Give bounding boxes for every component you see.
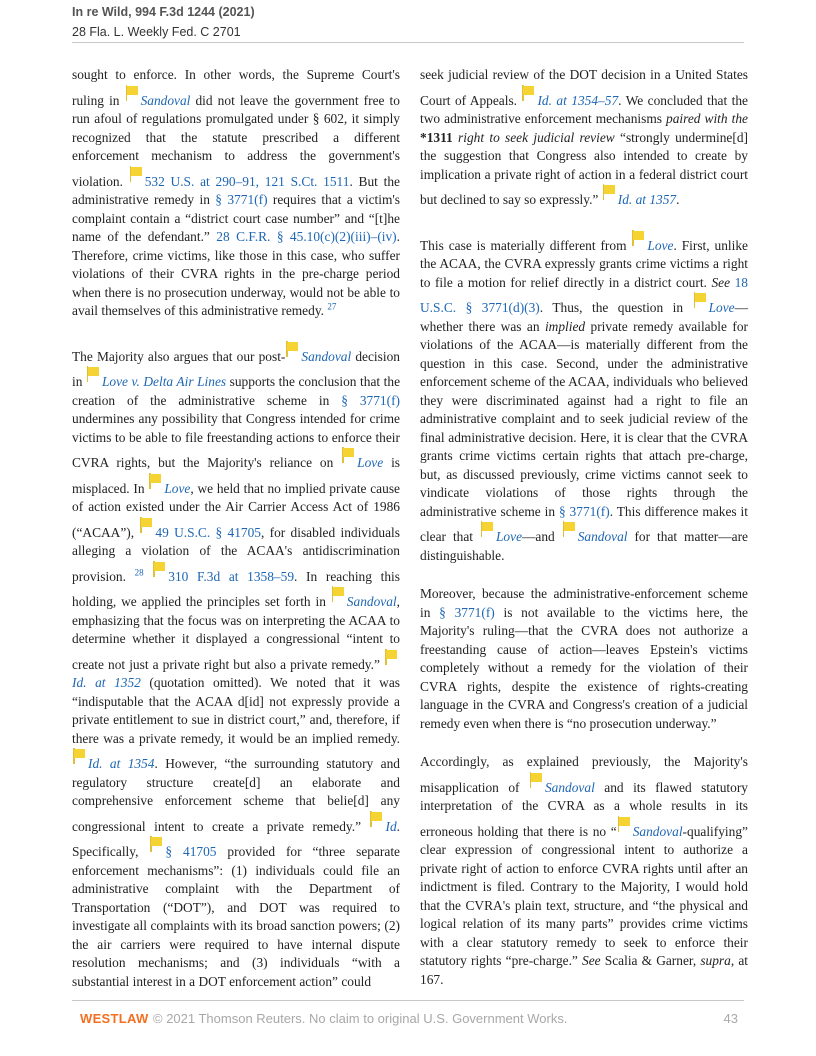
header-divider bbox=[72, 42, 744, 43]
text: paired with the bbox=[666, 111, 748, 126]
keycite-flag-icon[interactable] bbox=[72, 748, 86, 764]
text: “strongly undermine[d] the suggestion that Congress also intended to create by implication a private right of action in a federal district court but declined to say so expressly.” bbox=[420, 129, 748, 207]
statute-link[interactable]: § 3771(f) bbox=[439, 604, 495, 620]
text: supra bbox=[700, 953, 731, 968]
case-link[interactable]: Love bbox=[708, 300, 735, 315]
text: See bbox=[711, 274, 731, 290]
paragraph bbox=[420, 66, 748, 210]
case-link[interactable]: Sandoval bbox=[577, 529, 628, 544]
text: . Therefore, crime victims, like those in this case, who suffer violations of their CVRA rights in the pre-charge period when there is no prosecution underway, would not be able to avail themselves of this administrative remedy. bbox=[72, 229, 401, 318]
keycite-flag-icon[interactable] bbox=[562, 521, 576, 537]
paragraph bbox=[72, 66, 400, 321]
text: is not available to the victims here, the Majority's ruling—that the CVRA does not authorize a freestanding cause of action—leaves Epstein's victims completely without a remedy for the violation of their CVRA rights, despite the existence of rights-creating language in the CVRA and Congress's creation of a judicial remedy even when there is “no prosecution underway.” bbox=[420, 604, 749, 731]
footer-divider bbox=[72, 1000, 744, 1001]
text: , we held that no implied private cause of action existed under the Air Carrier Access Act of 1986 (“ACAA”), bbox=[72, 480, 400, 540]
text: , emphasizing that the focus was on interpreting the ACAA to determine whether it displayed a congressional “intent to create not just a private right but also a private remedy.” bbox=[72, 594, 400, 672]
text: requires that a victim's complaint contain a “district court case number” and “[t]he name of the defendant.” bbox=[72, 192, 401, 244]
keycite-flag-icon[interactable] bbox=[480, 521, 494, 537]
footnote-link[interactable]: 28 bbox=[134, 567, 144, 578]
text: . In reaching this holding, we applied the principles set forth in bbox=[72, 568, 400, 609]
case-link[interactable]: Sandoval bbox=[301, 348, 352, 364]
keycite-flag-icon[interactable] bbox=[149, 836, 163, 852]
text: . However, “the surrounding statutory and regulatory structure create[d] an elaborate and comprehensive enforcement scheme that belie[d] any congressional intent to create a private remedy.” bbox=[72, 756, 400, 834]
keycite-flag-icon[interactable] bbox=[139, 517, 153, 533]
text: . Specifically, bbox=[72, 818, 400, 859]
citation-link[interactable]: Id. at 1354 bbox=[88, 756, 155, 771]
document-citation: 28 Fla. L. Weekly Fed. C 2701 bbox=[72, 25, 241, 39]
case-link[interactable]: Sandoval bbox=[632, 823, 683, 839]
text: . But the administrative remedy in bbox=[72, 173, 400, 207]
keycite-flag-icon[interactable] bbox=[617, 816, 631, 832]
text: decision in bbox=[72, 348, 400, 389]
keycite-flag-icon[interactable] bbox=[125, 85, 139, 101]
keycite-flag-icon[interactable] bbox=[331, 586, 345, 602]
statute-link[interactable]: 18 U.S.C. § 3771(d)(3) bbox=[420, 274, 748, 315]
document-title: In re Wild, 994 F.3d 1244 (2021) bbox=[72, 5, 255, 19]
case-link[interactable]: Love v. Delta Air Lines bbox=[101, 374, 227, 389]
keycite-flag-icon[interactable] bbox=[129, 166, 143, 182]
paragraph bbox=[420, 230, 748, 566]
citation-link[interactable]: Id bbox=[385, 818, 397, 834]
text: implied bbox=[544, 318, 586, 334]
paragraph bbox=[72, 341, 400, 992]
star-page-marker: *1311 bbox=[420, 129, 453, 145]
text: —whether there was an bbox=[420, 300, 748, 334]
citation-link[interactable]: 532 U.S. at 290–91, 121 S.Ct. 1511 bbox=[144, 173, 350, 189]
keycite-flag-icon[interactable] bbox=[285, 341, 299, 357]
text: The Majority also argues that our post- bbox=[72, 348, 286, 364]
text: is misplaced. In bbox=[72, 455, 400, 496]
keycite-flag-icon[interactable] bbox=[521, 85, 535, 101]
statute-link[interactable]: § 3771(f) bbox=[215, 192, 268, 207]
case-link[interactable]: Love bbox=[357, 455, 384, 470]
text: Accordingly, as explained previously, the Majority's misapplication of bbox=[420, 754, 748, 795]
footnote-link[interactable]: 27 bbox=[327, 301, 337, 312]
text: right to seek judicial review bbox=[458, 129, 615, 145]
statute-link[interactable]: § 3771(f) bbox=[558, 503, 610, 519]
text: —and bbox=[522, 529, 562, 544]
case-link[interactable]: Sandoval bbox=[346, 594, 397, 609]
keycite-flag-icon[interactable] bbox=[86, 366, 100, 382]
text: did not leave the government free to run afoul of regulations promulgated under § 602, it simply recognized that the statute prescribed a different enforcement mechanism to address the government's violation. bbox=[72, 92, 400, 189]
text: See bbox=[582, 953, 601, 968]
text: undermines any possibility that Congress intended for crime victims to be able to file freestanding actions to enforce their CVRA rights, but the Majority's reliance on bbox=[72, 411, 400, 470]
text: . Thus, the question in bbox=[539, 300, 693, 315]
citation-link[interactable]: Id. at 1357 bbox=[617, 192, 677, 207]
text: private remedy available for violations of the ACAA—is materially different from the question in this case. Second, under the administrative enforcement scheme of the ACAA, individuals who believed they were discriminated against had a right to file an administrative complaint and to seek judicial review of the final administrative decision. Here, it is clear that the CVRA grants crime victims certain rights that attach pre-charge, but, as discussed previously, crime victims cannot seek to vindicate violations of those rights through the administrative scheme in bbox=[420, 318, 748, 519]
statute-link[interactable]: 49 U.S.C. § 41705 bbox=[155, 524, 261, 540]
text: sought to enforce. In other words, the Supreme Court's ruling in bbox=[72, 67, 400, 108]
right-column bbox=[420, 66, 748, 1009]
keycite-flag-icon[interactable] bbox=[693, 292, 707, 308]
text: -qualifying” clear expression of congressional intent to authorize a private right of action to enforce CVRA rights until after an indictment is filed. Contrary to the Majority, I would hold that the CVRA's plain text, structure, and “the physical and logical relation of its many parts” provides crime victims with a clear statutory remedy to seek to enforce their statutory rights “pre-charge.” bbox=[420, 823, 748, 968]
text: , at 167. bbox=[420, 953, 748, 987]
text: . This difference makes it clear that bbox=[420, 503, 748, 544]
paragraph bbox=[420, 753, 748, 989]
text: , for disabled individuals alleging a violation of the ACAA's antidiscrimination provision. bbox=[72, 524, 400, 584]
text: This case is materially different from bbox=[420, 237, 632, 253]
westlaw-logo: WESTLAW bbox=[80, 1011, 149, 1026]
case-link[interactable]: Love bbox=[164, 480, 191, 496]
text: supports the conclusion that the creation of the administrative scheme in bbox=[72, 374, 401, 408]
keycite-flag-icon[interactable] bbox=[602, 184, 616, 200]
citation-link[interactable]: Id. at 1354–57 bbox=[537, 92, 619, 108]
text: . bbox=[676, 192, 680, 207]
keycite-flag-icon[interactable] bbox=[369, 811, 383, 827]
text: (quotation omitted). We noted that it was “indisputable that the ACAA d[id] not expressly provide a private entitlement to sue in district court,” and, therefore, if there was a private remedy, it would be an implied remedy. bbox=[72, 675, 400, 746]
keycite-flag-icon[interactable] bbox=[529, 772, 543, 788]
text: and its flawed statutory interpretation of the CVRA as a whole results in its erroneous holding that there is no “ bbox=[420, 779, 748, 839]
text: . First, unlike the ACAA, the CVRA expressly grants crime victims a right to file a motion for relief directly in a district court. bbox=[420, 237, 749, 290]
case-link[interactable]: Sandoval bbox=[544, 779, 595, 795]
keycite-flag-icon[interactable] bbox=[384, 649, 398, 665]
text: for that matter—are distinguishable. bbox=[420, 529, 748, 563]
regulation-link[interactable]: 28 C.F.R. § 45.10(c)(2)(iii)–(iv) bbox=[216, 229, 397, 244]
paragraph bbox=[420, 585, 748, 733]
text: Scalia & Garner, bbox=[600, 953, 701, 968]
text: . We concluded that the two administrative enforcement mechanisms bbox=[420, 92, 748, 126]
case-link[interactable]: Love bbox=[495, 529, 523, 544]
statute-link[interactable]: § 3771(f) bbox=[341, 392, 400, 408]
keycite-flag-icon[interactable] bbox=[341, 447, 355, 463]
keycite-flag-icon[interactable] bbox=[152, 561, 166, 577]
page-number: 43 bbox=[723, 1011, 738, 1026]
left-column bbox=[72, 66, 400, 1011]
copyright-notice: © 2021 Thomson Reuters. No claim to original U.S. Government Works. bbox=[153, 1011, 568, 1026]
text: provided for “three separate enforcement mechanisms”: (1) individuals could file an administrative complaint with the Department of Transportation (“DOT”), and DOT was required to investigate all complaints with its broad sanction powers; (2) the air carriers were required to have internal dispute resolution mechanisms; and (3) individuals “with a substantial interest in a DOT enforcement action” could bbox=[72, 844, 400, 989]
citation-link[interactable]: 310 F.3d at 1358–59 bbox=[168, 568, 295, 584]
statute-link[interactable]: § 41705 bbox=[165, 844, 217, 859]
keycite-flag-icon[interactable] bbox=[148, 473, 162, 489]
case-link[interactable]: Love bbox=[647, 237, 674, 253]
citation-link[interactable]: Id. at 1352 bbox=[72, 675, 141, 690]
case-link[interactable]: Sandoval bbox=[140, 92, 191, 108]
keycite-flag-icon[interactable] bbox=[631, 230, 645, 246]
text: Moreover, because the administrative-enforcement scheme in bbox=[420, 586, 748, 620]
text: seek judicial review of the DOT decision in a United States Court of Appeals. bbox=[420, 67, 748, 108]
